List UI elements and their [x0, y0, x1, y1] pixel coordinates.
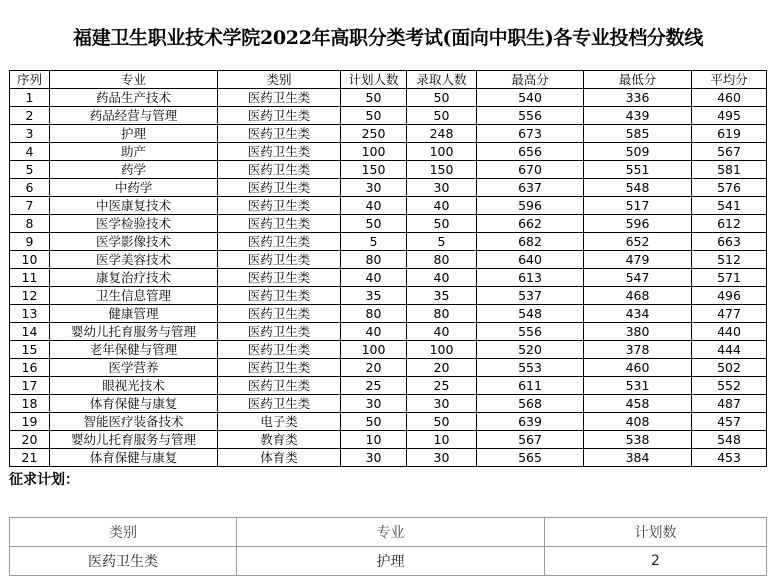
table-cell: 50: [341, 413, 407, 431]
table-cell: 100: [341, 341, 407, 359]
table-cell: 中药学: [50, 179, 218, 197]
table-cell: 医学检验技术: [50, 215, 218, 233]
table-cell: 384: [584, 449, 692, 467]
table-cell: 卫生信息管理: [50, 287, 218, 305]
table-cell: 596: [584, 215, 692, 233]
table-cell: 30: [341, 449, 407, 467]
table-cell: 眼视光技术: [50, 377, 218, 395]
table-header-row: [10, 71, 767, 89]
plan-cell: 护理: [237, 547, 545, 576]
table-cell: 35: [407, 287, 477, 305]
column-header: 计划人数: [341, 71, 407, 89]
table-cell: 40: [407, 269, 477, 287]
table-cell: 智能医疗装备技术: [50, 413, 218, 431]
table-cell: 医药卫生类: [218, 161, 341, 179]
table-row: [10, 197, 767, 215]
table-row: [10, 125, 767, 143]
table-cell: 611: [477, 377, 584, 395]
column-header: 专业: [50, 71, 218, 89]
table-row: [10, 449, 767, 467]
table-cell: 9: [10, 233, 50, 251]
table-cell: 20: [10, 431, 50, 449]
table-cell: 619: [692, 125, 767, 143]
table-row: [10, 431, 767, 449]
table-cell: 250: [341, 125, 407, 143]
table-cell: 40: [407, 197, 477, 215]
table-cell: 520: [477, 341, 584, 359]
table-cell: 670: [477, 161, 584, 179]
table-cell: 教育类: [218, 431, 341, 449]
table-cell: 458: [584, 395, 692, 413]
table-cell: 16: [10, 359, 50, 377]
table-cell: 医学影像技术: [50, 233, 218, 251]
table-cell: 婴幼儿托育服务与管理: [50, 431, 218, 449]
table-cell: 医药卫生类: [218, 89, 341, 107]
table-cell: 656: [477, 143, 584, 161]
table-cell: 医药卫生类: [218, 251, 341, 269]
table-cell: 10: [10, 251, 50, 269]
table-cell: 556: [477, 107, 584, 125]
table-cell: 380: [584, 323, 692, 341]
table-cell: 医药卫生类: [218, 359, 341, 377]
table-cell: 8: [10, 215, 50, 233]
table-cell: 517: [584, 197, 692, 215]
table-cell: 440: [692, 323, 767, 341]
table-cell: 药品生产技术: [50, 89, 218, 107]
table-cell: 637: [477, 179, 584, 197]
table-cell: 460: [692, 89, 767, 107]
zhengqiu-label: 征求计划：: [9, 472, 79, 488]
table-cell: 20: [407, 359, 477, 377]
table-cell: 40: [341, 323, 407, 341]
table-cell: 7: [10, 197, 50, 215]
table-cell: 150: [341, 161, 407, 179]
table-cell: 15: [10, 341, 50, 359]
table-cell: 80: [407, 251, 477, 269]
table-cell: 50: [341, 89, 407, 107]
table-cell: 80: [341, 305, 407, 323]
table-row: [10, 323, 767, 341]
table-cell: 5: [341, 233, 407, 251]
table-cell: 673: [477, 125, 584, 143]
table-cell: 531: [584, 377, 692, 395]
table-cell: 电子类: [218, 413, 341, 431]
table-row: [10, 413, 767, 431]
table-cell: 581: [692, 161, 767, 179]
table-cell: 548: [584, 179, 692, 197]
table-cell: 100: [407, 341, 477, 359]
plan-column-header: 类别: [10, 518, 237, 547]
score-table: [9, 70, 767, 467]
table-cell: 639: [477, 413, 584, 431]
table-cell: 453: [692, 449, 767, 467]
table-cell: 体育类: [218, 449, 341, 467]
table-row: [10, 269, 767, 287]
table-row: [10, 233, 767, 251]
score-table-body: [10, 89, 767, 467]
table-cell: 2: [10, 107, 50, 125]
table-cell: 457: [692, 413, 767, 431]
column-header: 最高分: [477, 71, 584, 89]
table-cell: 479: [584, 251, 692, 269]
table-cell: 502: [692, 359, 767, 377]
table-cell: 40: [341, 197, 407, 215]
table-cell: 医药卫生类: [218, 215, 341, 233]
table-cell: 80: [407, 305, 477, 323]
table-cell: 10: [407, 431, 477, 449]
table-cell: 567: [477, 431, 584, 449]
table-cell: 460: [584, 359, 692, 377]
table-row: [10, 179, 767, 197]
table-cell: 5: [407, 233, 477, 251]
table-row: [10, 143, 767, 161]
table-row: [10, 341, 767, 359]
table-cell: 21: [10, 449, 50, 467]
table-cell: 540: [477, 89, 584, 107]
table-row: [10, 107, 767, 125]
plan-cell: 2: [545, 547, 767, 576]
table-cell: 100: [407, 143, 477, 161]
plan-cell: 医药卫生类: [10, 547, 237, 576]
table-row: [10, 89, 767, 107]
table-cell: 576: [692, 179, 767, 197]
table-cell: 11: [10, 269, 50, 287]
table-cell: 50: [407, 413, 477, 431]
table-cell: 医药卫生类: [218, 179, 341, 197]
table-cell: 20: [341, 359, 407, 377]
table-cell: 553: [477, 359, 584, 377]
table-cell: 50: [341, 107, 407, 125]
table-cell: 40: [341, 269, 407, 287]
table-cell: 医药卫生类: [218, 269, 341, 287]
table-cell: 助产: [50, 143, 218, 161]
column-header: 类别: [218, 71, 341, 89]
table-cell: 567: [692, 143, 767, 161]
column-header: 录取人数: [407, 71, 477, 89]
table-row: [10, 287, 767, 305]
table-cell: 50: [407, 215, 477, 233]
table-cell: 548: [692, 431, 767, 449]
table-cell: 25: [341, 377, 407, 395]
table-row: [10, 215, 767, 233]
table-cell: 30: [407, 449, 477, 467]
table-cell: 509: [584, 143, 692, 161]
table-cell: 17: [10, 377, 50, 395]
table-cell: 496: [692, 287, 767, 305]
table-cell: 248: [407, 125, 477, 143]
table-row: [10, 377, 767, 395]
table-cell: 医药卫生类: [218, 305, 341, 323]
table-cell: 18: [10, 395, 50, 413]
table-row: [10, 359, 767, 377]
table-cell: 老年保健与管理: [50, 341, 218, 359]
table-cell: 495: [692, 107, 767, 125]
table-cell: 医学美容技术: [50, 251, 218, 269]
table-cell: 30: [407, 395, 477, 413]
table-cell: 35: [341, 287, 407, 305]
table-cell: 50: [341, 215, 407, 233]
table-cell: 护理: [50, 125, 218, 143]
table-cell: 571: [692, 269, 767, 287]
table-cell: 80: [341, 251, 407, 269]
table-cell: 25: [407, 377, 477, 395]
plan-table: [9, 517, 767, 576]
table-cell: 541: [692, 197, 767, 215]
table-cell: 医药卫生类: [218, 107, 341, 125]
column-header: 序列: [10, 71, 50, 89]
table-row: [10, 395, 767, 413]
plan-table-body: [10, 547, 767, 576]
table-cell: 4: [10, 143, 50, 161]
table-row: [10, 161, 767, 179]
column-header: 平均分: [692, 71, 767, 89]
table-cell: 538: [584, 431, 692, 449]
table-cell: 30: [341, 395, 407, 413]
table-cell: 药学: [50, 161, 218, 179]
table-cell: 100: [341, 143, 407, 161]
table-cell: 663: [692, 233, 767, 251]
table-cell: 613: [477, 269, 584, 287]
table-cell: 682: [477, 233, 584, 251]
table-cell: 537: [477, 287, 584, 305]
table-cell: 婴幼儿托育服务与管理: [50, 323, 218, 341]
table-cell: 662: [477, 215, 584, 233]
page-title: 福建卫生职业技术学院2022年高职分类考试(面向中职生)各专业投档分数线: [72, 27, 704, 49]
table-cell: 150: [407, 161, 477, 179]
table-cell: 547: [584, 269, 692, 287]
table-cell: 3: [10, 125, 50, 143]
table-cell: 512: [692, 251, 767, 269]
table-cell: 439: [584, 107, 692, 125]
table-cell: 19: [10, 413, 50, 431]
table-cell: 医药卫生类: [218, 143, 341, 161]
table-cell: 健康管理: [50, 305, 218, 323]
table-cell: 13: [10, 305, 50, 323]
table-cell: 医学营养: [50, 359, 218, 377]
table-cell: 585: [584, 125, 692, 143]
table-cell: 468: [584, 287, 692, 305]
table-cell: 体育保健与康复: [50, 449, 218, 467]
table-cell: 30: [341, 179, 407, 197]
table-row: [10, 305, 767, 323]
table-cell: 40: [407, 323, 477, 341]
plan-column-header: 计划数: [545, 518, 767, 547]
table-cell: 548: [477, 305, 584, 323]
plan-row: [10, 547, 767, 576]
table-cell: 487: [692, 395, 767, 413]
table-cell: 10: [341, 431, 407, 449]
table-cell: 医药卫生类: [218, 197, 341, 215]
table-cell: 12: [10, 287, 50, 305]
table-cell: 378: [584, 341, 692, 359]
table-cell: 408: [584, 413, 692, 431]
table-cell: 552: [692, 377, 767, 395]
table-cell: 1: [10, 89, 50, 107]
table-cell: 医药卫生类: [218, 341, 341, 359]
table-cell: 康复治疗技术: [50, 269, 218, 287]
table-cell: 医药卫生类: [218, 377, 341, 395]
table-cell: 5: [10, 161, 50, 179]
table-cell: 596: [477, 197, 584, 215]
column-header: 最低分: [584, 71, 692, 89]
table-cell: 568: [477, 395, 584, 413]
table-cell: 6: [10, 179, 50, 197]
table-cell: 医药卫生类: [218, 287, 341, 305]
plan-column-header: 专业: [237, 518, 545, 547]
table-cell: 336: [584, 89, 692, 107]
table-cell: 中医康复技术: [50, 197, 218, 215]
table-cell: 医药卫生类: [218, 125, 341, 143]
table-cell: 434: [584, 305, 692, 323]
table-cell: 565: [477, 449, 584, 467]
table-cell: 体育保健与康复: [50, 395, 218, 413]
table-cell: 30: [407, 179, 477, 197]
table-row: [10, 251, 767, 269]
table-cell: 444: [692, 341, 767, 359]
table-cell: 医药卫生类: [218, 323, 341, 341]
table-cell: 医药卫生类: [218, 233, 341, 251]
table-cell: 556: [477, 323, 584, 341]
table-cell: 551: [584, 161, 692, 179]
table-cell: 652: [584, 233, 692, 251]
table-cell: 医药卫生类: [218, 395, 341, 413]
plan-header-row: [10, 518, 767, 547]
table-cell: 612: [692, 215, 767, 233]
table-cell: 50: [407, 89, 477, 107]
table-cell: 640: [477, 251, 584, 269]
table-cell: 50: [407, 107, 477, 125]
table-cell: 药品经营与管理: [50, 107, 218, 125]
table-cell: 477: [692, 305, 767, 323]
table-cell: 14: [10, 323, 50, 341]
